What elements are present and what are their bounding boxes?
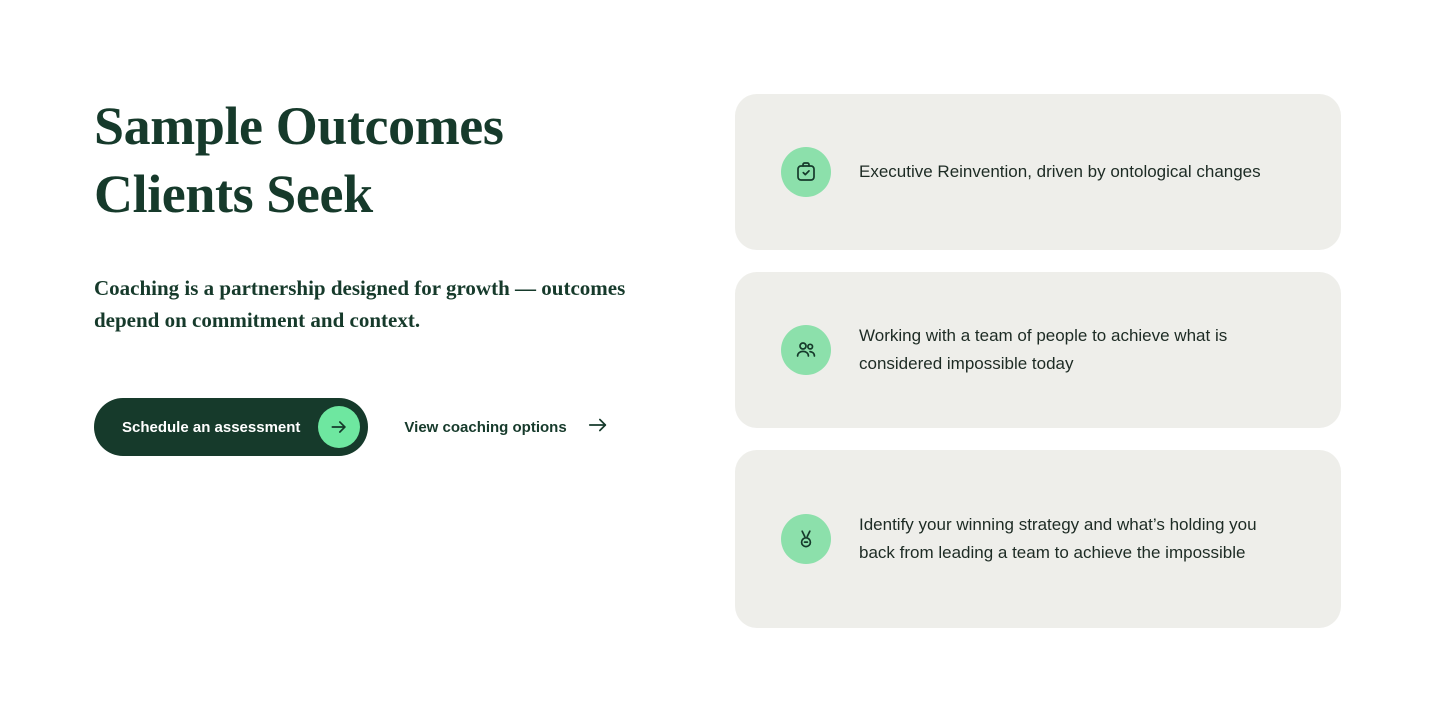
arrow-right-icon xyxy=(587,414,609,440)
hero-section xyxy=(94,92,674,456)
schedule-assessment-label: Schedule an assessment xyxy=(122,418,301,436)
people-group-icon xyxy=(781,325,831,375)
briefcase-check-icon xyxy=(781,147,831,197)
arrow-right-icon xyxy=(318,406,360,448)
list-item xyxy=(735,94,1341,250)
headline-line-1: Sample Outcomes xyxy=(94,96,504,156)
view-coaching-options-button[interactable] xyxy=(404,398,608,456)
outcomes-list xyxy=(735,94,1341,650)
cta-row xyxy=(94,398,674,456)
hero-subheading: Coaching is a partnership designed for growth — outcomes depend on commitment and context. xyxy=(94,276,626,332)
view-coaching-options-label: View coaching options xyxy=(404,418,567,436)
page-title xyxy=(94,92,674,228)
medal-icon xyxy=(781,514,831,564)
list-item xyxy=(735,450,1341,628)
outcome-text: Executive Reinvention, driven by ontological changes xyxy=(859,162,1261,181)
schedule-assessment-button[interactable] xyxy=(94,398,368,456)
outcome-text: Working with a team of people to achieve what is considered impossible today xyxy=(859,326,1228,373)
headline-line-2: Clients Seek xyxy=(94,164,373,224)
list-item xyxy=(735,272,1341,428)
outcome-text: Identify your winning strategy and what’s holding you back from leading a team to achieve the impossible xyxy=(859,515,1257,562)
